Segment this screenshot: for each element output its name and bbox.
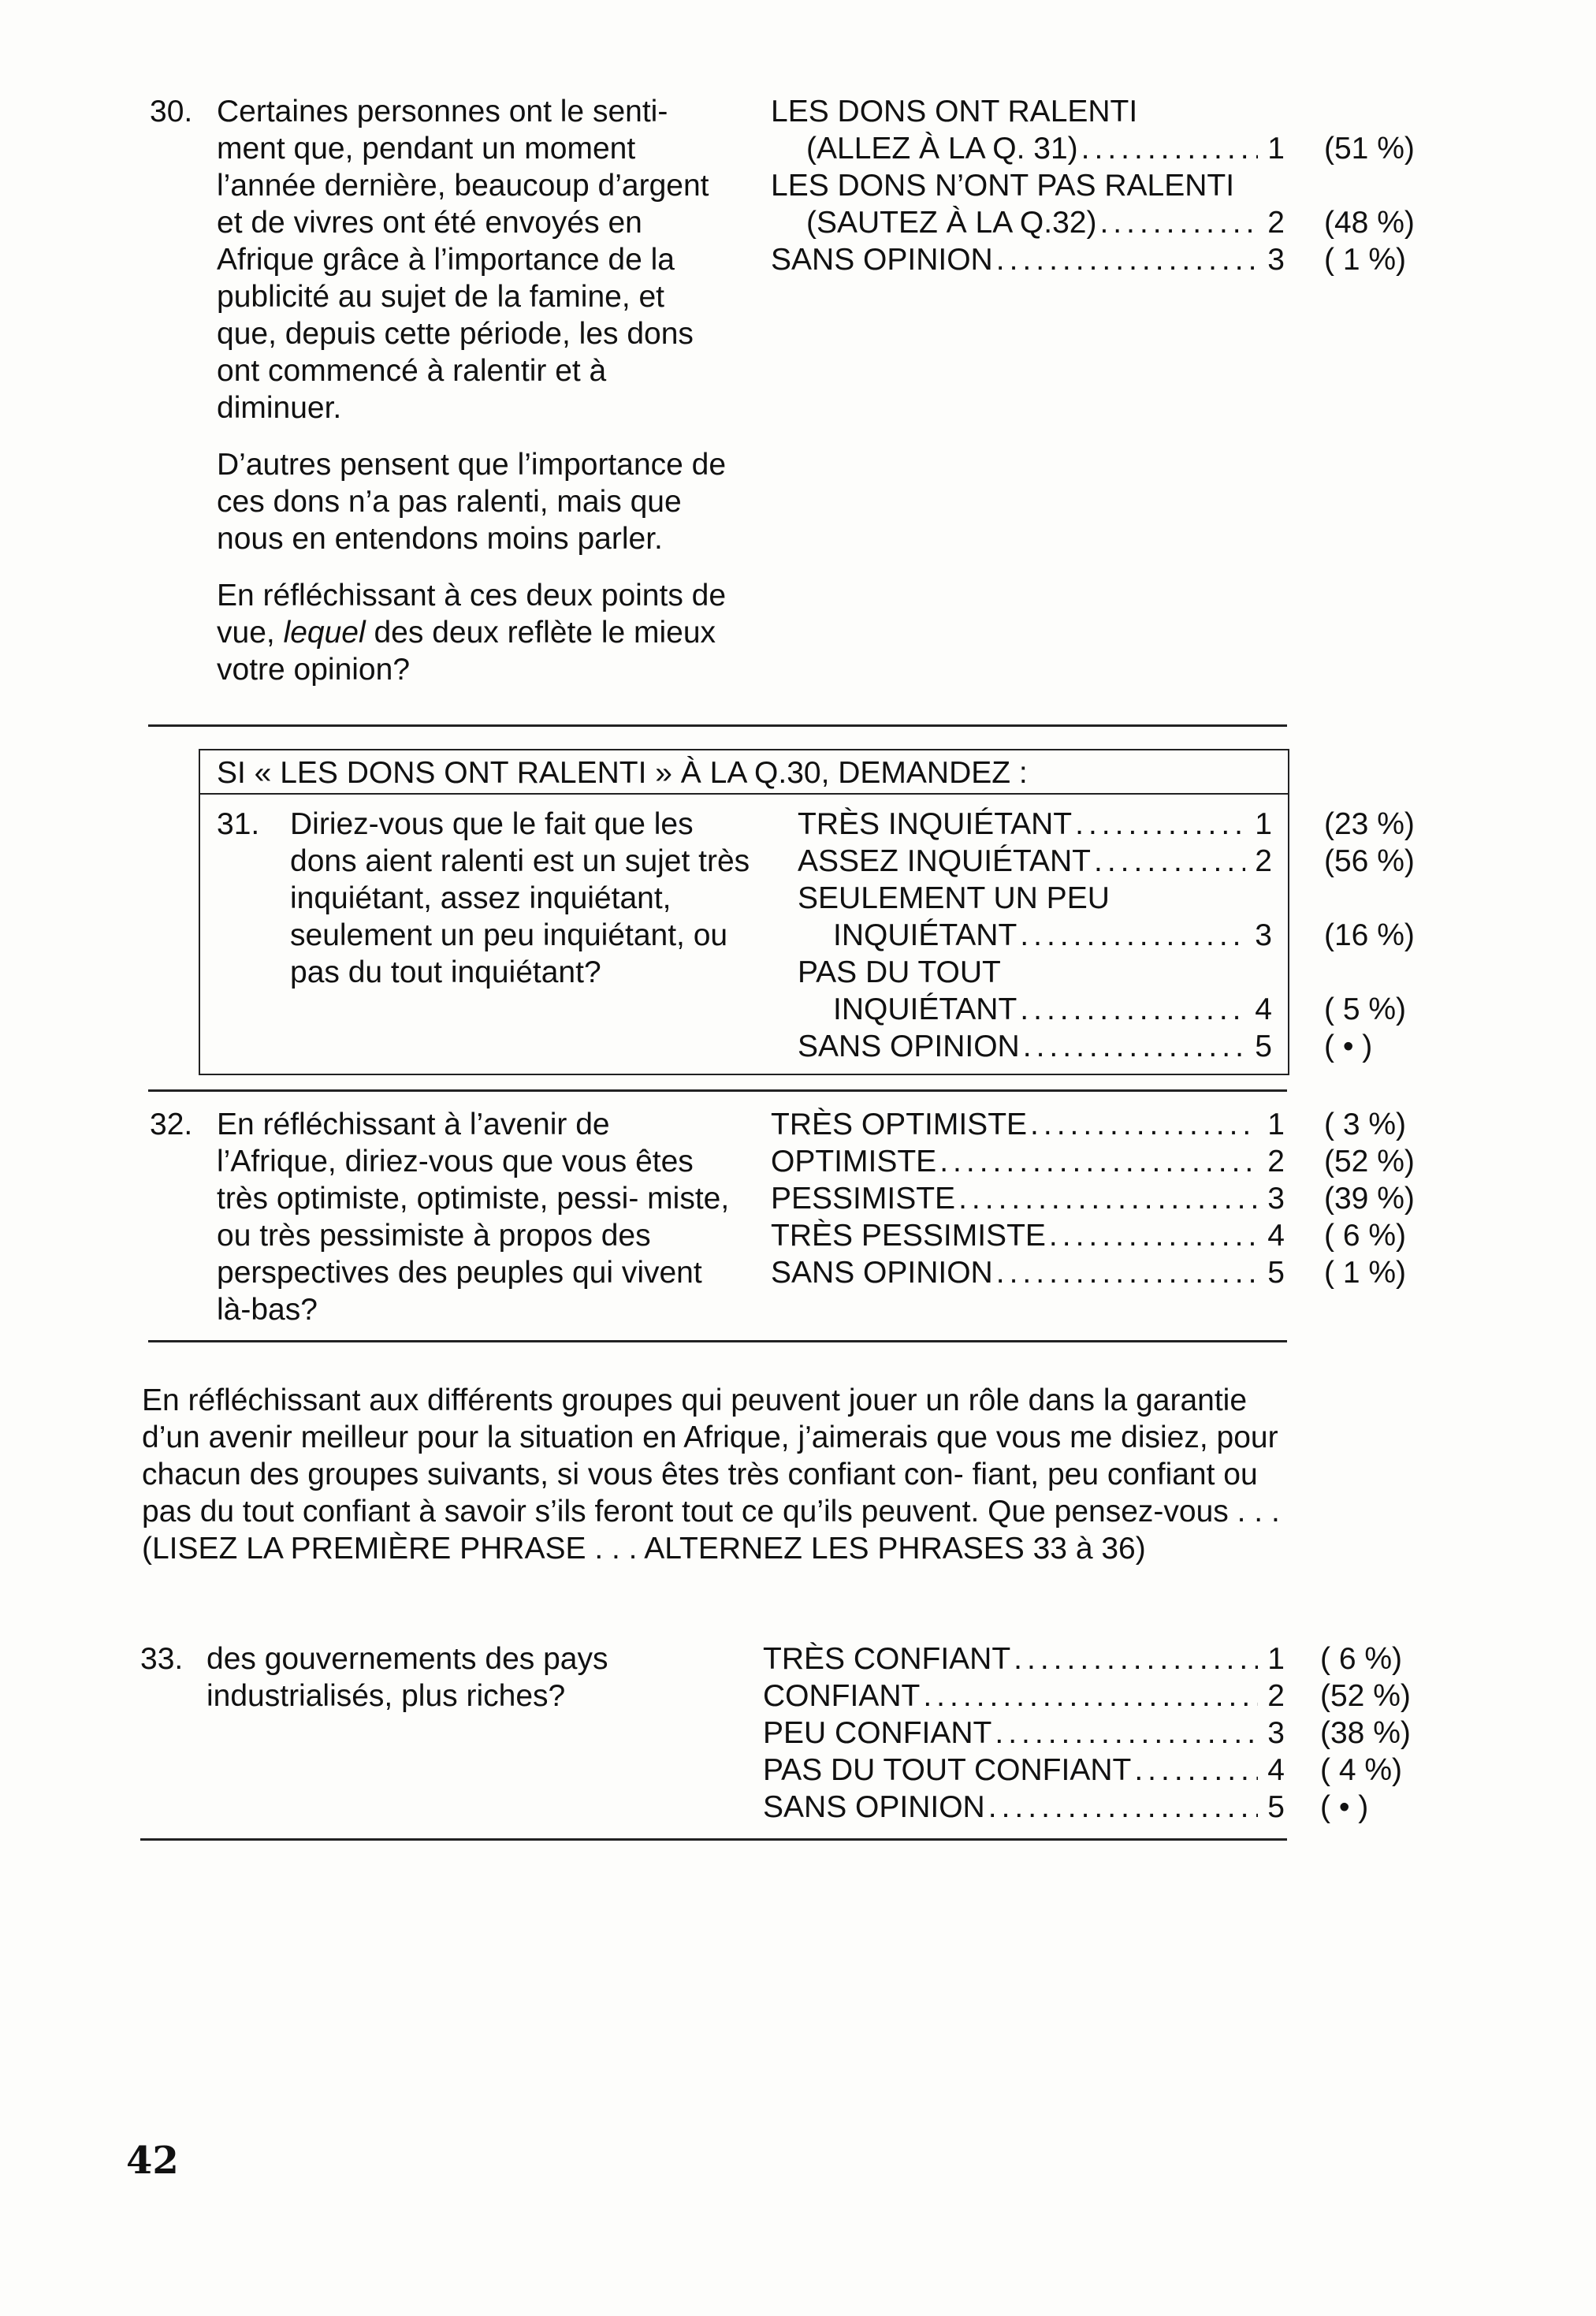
q32-answer-list bbox=[771, 1106, 1285, 1291]
q33-percent-4: ( • ) bbox=[1320, 1790, 1369, 1824]
q30-answer-list bbox=[771, 93, 1285, 278]
q30-paragraph-2: D’autres pensent que l’importance de ces dons n’a pas ralenti, mais que nous en entendons moins parler. bbox=[217, 448, 727, 556]
q31-answer-3: INQUIÉTANT ..... 3 bbox=[798, 917, 1272, 954]
q32-answer-3: PESSIMISTE ..... 3 bbox=[771, 1180, 1285, 1217]
q32-number: 32. bbox=[150, 1108, 193, 1141]
q31-percent-column bbox=[1324, 806, 1415, 1065]
q31-percent-3: (16 %) bbox=[1324, 918, 1415, 952]
q31-percent-0: (23 %) bbox=[1324, 807, 1415, 841]
q30-number: 30. bbox=[150, 95, 193, 128]
q31-answer-4-heading: PAS DU TOUT bbox=[798, 955, 1001, 989]
q31-instruction-header: SI « LES DONS ONT RALENTI » À LA Q.30, DEMANDEZ : bbox=[217, 756, 1028, 790]
q30-answer-2: (SAUTEZ À LA Q.32) ..... 2 bbox=[771, 204, 1285, 241]
q30-paragraph-3-emphasis: lequel bbox=[283, 616, 366, 650]
q33-answer-5: SANS OPINION ..... 5 bbox=[763, 1789, 1285, 1826]
q30-percent-4: ( 1 %) bbox=[1324, 243, 1407, 277]
q30-percent-column bbox=[1324, 93, 1415, 278]
q33-answer-list bbox=[763, 1640, 1285, 1826]
q30-paragraph-3 bbox=[217, 577, 729, 688]
q32-answer-1: TRÈS OPTIMISTE ..... 1 bbox=[771, 1106, 1285, 1143]
q30-answer-2-heading: LES DONS N’ONT PAS RALENTI bbox=[771, 169, 1235, 203]
q30-answer-1: (ALLEZ À LA Q. 31) ..... 1 bbox=[771, 130, 1285, 167]
q32-percent-1: (52 %) bbox=[1324, 1145, 1415, 1178]
q33-percent-1: (52 %) bbox=[1320, 1679, 1411, 1713]
q33-number: 33. bbox=[140, 1642, 184, 1676]
q30-percent-0 bbox=[1324, 93, 1415, 130]
q31-percent-2 bbox=[1324, 880, 1415, 917]
q33-answer-2: CONFIANT ..... 2 bbox=[763, 1677, 1285, 1715]
q30-percent-3: (48 %) bbox=[1324, 206, 1415, 240]
q31-percent-6: ( • ) bbox=[1324, 1030, 1373, 1063]
q32-answer-4: TRÈS PESSIMISTE ..... 4 bbox=[771, 1217, 1285, 1254]
q32-question-text: En réfléchissant à l’avenir de l’Afrique, diriez-vous que vous êtes très optimiste, optimiste, pessi- miste, ou très pessimiste à propos des perspectives des peuples qui vivent là-bas? bbox=[217, 1108, 730, 1327]
page-number: 42 bbox=[126, 2139, 179, 2183]
q32-percent-column bbox=[1324, 1106, 1415, 1291]
q31-answer-4: INQUIÉTANT ..... 4 bbox=[798, 991, 1272, 1028]
q30-answer-1-heading: LES DONS ONT RALENTI bbox=[771, 95, 1138, 128]
q32-percent-3: ( 6 %) bbox=[1324, 1219, 1407, 1253]
q33-answer-1: TRÈS CONFIANT ..... 1 bbox=[763, 1640, 1285, 1677]
q32-answer-2: OPTIMISTE ..... 2 bbox=[771, 1143, 1285, 1180]
q30-paragraph-3-start: En réfléchissant à ces deux points de vue, bbox=[217, 579, 727, 650]
q30-percent-2 bbox=[1324, 167, 1415, 204]
divider-after-q33 bbox=[140, 1838, 1287, 1841]
divider-after-q31 bbox=[148, 1089, 1287, 1092]
q31-answer-list bbox=[798, 806, 1272, 1065]
q33-question-text: des gouvernements des pays industrialisés, plus riches? bbox=[206, 1642, 608, 1713]
q30-percent-1: (51 %) bbox=[1324, 132, 1415, 166]
q30-paragraph-1: Certaines personnes ont le senti- ment que, pendant un moment l’année dernière, beaucoup d’argent et de vivres ont été envoyés en Afrique grâce à l’importance de la publicité au sujet de la famine, et que, depuis cette période, les dons ont commencé à ralentir et à diminuer. bbox=[217, 95, 709, 425]
q31-percent-4 bbox=[1324, 954, 1415, 991]
q32-percent-2: (39 %) bbox=[1324, 1182, 1415, 1216]
q30-paragraph-3-end: des deux reflète le mieux votre opinion? bbox=[217, 616, 716, 687]
intro-paragraph: En réfléchissant aux différents groupes qui peuvent jouer un rôle dans la garantie d’un avenir meilleur pour la situation en Afrique, j’aimerais que vous me disiez, pour chacun des groupes suivants, si vous êtes très confiant con- fiant, peu confiant ou pas du tout confiant à savoir s’ils feront tout ce qu’ils peuvent. Que pensez-vous . . . (LISEZ LA PREMIÈRE PHRASE . . . ALTERNEZ LES PHRASES 33 à 36) bbox=[142, 1383, 1280, 1566]
divider-after-q32 bbox=[148, 1340, 1287, 1342]
q31-answer-3-heading: SEULEMENT UN PEU bbox=[798, 881, 1110, 915]
q31-answer-5: SANS OPINION ..... 5 bbox=[798, 1028, 1272, 1065]
q32-percent-4: ( 1 %) bbox=[1324, 1256, 1407, 1290]
q31-question-text: Diriez-vous que le fait que les dons aient ralenti est un sujet très inquiétant, assez inquiétant, seulement un peu inquiétant, ou pas du tout inquiétant? bbox=[290, 807, 750, 989]
q33-percent-column bbox=[1320, 1640, 1411, 1826]
divider-after-q30 bbox=[148, 724, 1287, 727]
q30-answer-3: SANS OPINION ..... 3 bbox=[771, 241, 1285, 278]
q33-answer-4: PAS DU TOUT CONFIANT ..... 4 bbox=[763, 1752, 1285, 1789]
q31-percent-1: (56 %) bbox=[1324, 844, 1415, 878]
q31-answer-2: ASSEZ INQUIÉTANT ..... 2 bbox=[798, 843, 1272, 880]
q33-percent-0: ( 6 %) bbox=[1320, 1642, 1403, 1676]
q31-number: 31. bbox=[217, 807, 260, 841]
q32-percent-0: ( 3 %) bbox=[1324, 1108, 1407, 1141]
q32-answer-5: SANS OPINION ..... 5 bbox=[771, 1254, 1285, 1291]
q33-percent-2: (38 %) bbox=[1320, 1716, 1411, 1750]
q31-answer-1: TRÈS INQUIÉTANT ..... 1 bbox=[798, 806, 1272, 843]
q33-answer-3: PEU CONFIANT ..... 3 bbox=[763, 1715, 1285, 1752]
q30-question-text bbox=[217, 93, 729, 688]
q33-percent-3: ( 4 %) bbox=[1320, 1753, 1403, 1787]
q31-percent-5: ( 5 %) bbox=[1324, 992, 1407, 1026]
